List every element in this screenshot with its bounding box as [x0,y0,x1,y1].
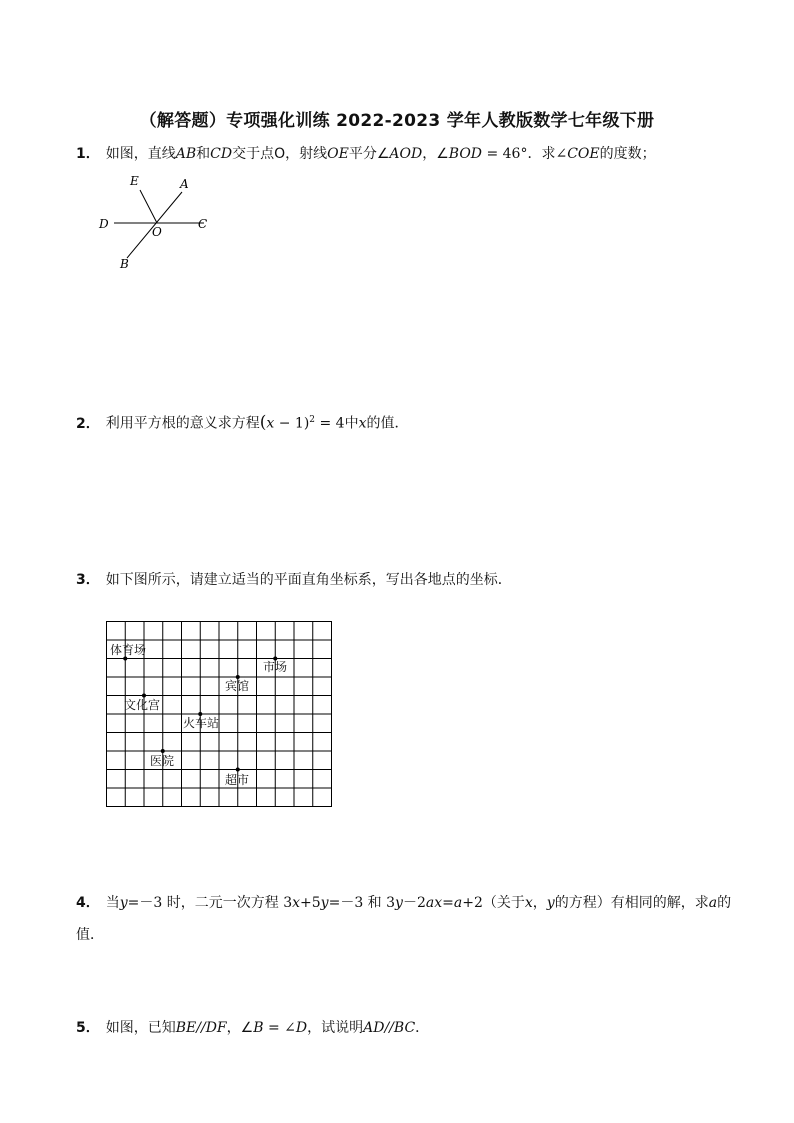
math-var: x [292,895,301,911]
question-text: +2（关于 [462,895,525,911]
math-d: D [295,1020,308,1036]
question-text: 的值． [366,415,409,432]
question-text: 值． [76,927,104,943]
label-huochezhan: 火车站 [183,716,220,730]
question-text: +5 [300,895,321,911]
question-number: 1． [76,146,100,162]
math-var: y [395,895,403,911]
question-text: 的 [717,895,732,911]
question-text: 利用平方根的意义求方程 [105,415,260,432]
math-expr: = 4 [315,415,345,432]
math-be: BE [175,1020,197,1036]
question-text: 交于点O，射线 [232,146,328,162]
question-number: 4． [76,895,100,911]
math-ad: AD [363,1020,385,1036]
label-a: A [180,177,189,191]
label-chaoshi: 超市 [225,773,250,787]
question-text: －2 [402,895,426,911]
label-wenhuagong: 文化宫 [124,698,161,712]
question-text: = [442,895,454,911]
math-bod: BOD [448,146,483,162]
question-4-line-2 [76,925,104,945]
math-b: B [253,1020,264,1036]
question-text: 如图，已知 [105,1020,176,1036]
question-text: =－3 时，二元一次方程 3 [127,895,293,911]
question-text: =－3 和 3 [328,895,396,911]
question-number: 3． [76,572,100,588]
math-x: x [266,415,275,432]
label-shichang: 市场 [263,660,288,674]
angle-figure [94,170,224,275]
question-text: = 46°．求∠ [482,146,568,162]
math-expr: − 1) [274,415,310,432]
label-binguan: 宾馆 [225,679,250,693]
question-text: 平分∠ [348,146,390,162]
math-x: x [358,415,367,432]
question-text: 的度数； [599,146,656,162]
question-text: 的方程）有相同的解，求 [554,895,709,911]
question-number: 2． [76,415,100,432]
label-d: D [99,217,109,231]
label-e: E [130,174,139,188]
math-df: DF [205,1020,227,1036]
math-var: ax [425,895,443,911]
math-ab: AB [175,146,197,162]
math-exponent: 2 [309,415,316,425]
question-text: ，试说明 [307,1020,364,1036]
question-4 [76,893,731,913]
question-text: 如下图所示，请建立适当的平面直角坐标系，写出各地点的坐标． [105,572,512,588]
question-text: ，∠ [226,1020,254,1036]
question-text: 中 [344,415,359,432]
question-2 [76,410,408,434]
page-title: （解答题）专项强化训练 2022-2023 学年人教版数学七年级下册 [139,111,655,131]
math-var: y [119,895,128,911]
math-var: a [708,895,718,911]
label-yiyuan: 医院 [150,754,175,768]
question-text: 如图，直线 [105,146,176,162]
question-text: ． [415,1020,430,1036]
question-3 [76,570,512,590]
math-var: y [546,895,555,911]
math-aod: AOD [389,146,423,162]
math-coe: COE [567,146,600,162]
parallel-symbol: // [196,1020,206,1036]
question-text: ， [532,895,547,911]
question-5 [76,1018,429,1038]
math-bc: BC [393,1020,416,1036]
label-b: B [120,257,129,271]
label-o: O [152,225,162,239]
math-var: y [320,895,329,911]
parallel-symbol: // [384,1020,394,1036]
question-text: 当 [105,895,120,911]
question-text: = ∠ [263,1020,296,1036]
question-number: 5． [76,1020,100,1036]
point-tiyuchang [123,657,127,661]
math-cd: CD [210,146,233,162]
math-var: x [524,895,533,911]
point-chaoshi [236,768,240,772]
label-c: C [198,217,208,231]
question-1 [76,144,656,164]
math-oe: OE [327,146,349,162]
point-yiyuan [161,749,165,753]
question-text: ，∠ [422,146,449,162]
question-text: 和 [196,146,211,162]
point-wenhuagong [142,694,146,698]
math-paren: ( [259,412,267,433]
math-var: a [453,895,463,911]
label-tiyuchang: 体育场 [110,643,147,657]
